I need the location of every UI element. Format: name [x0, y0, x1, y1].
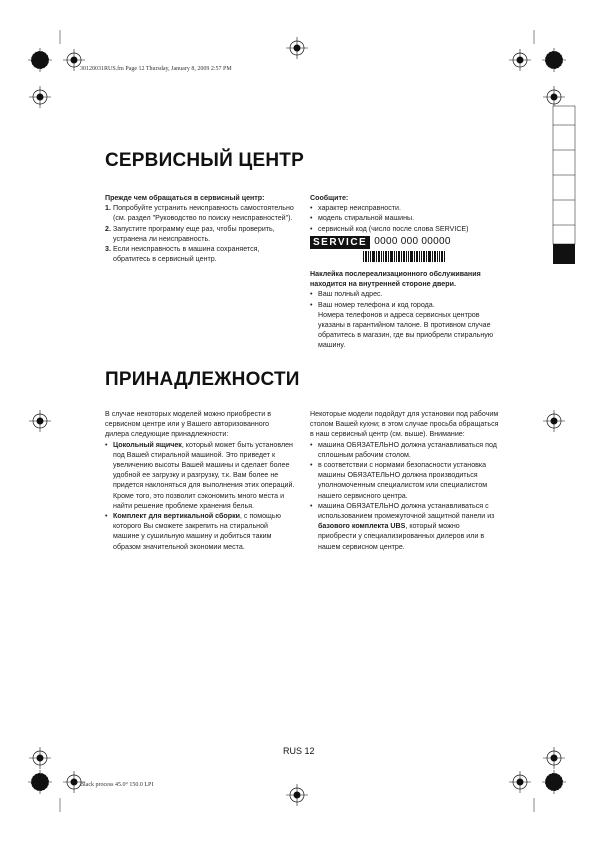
- service-sticker: [310, 236, 500, 249]
- page-number: RUS 12: [283, 746, 315, 756]
- list-item: • машина ОБЯЗАТЕЛЬНО должна устанавливаться с использованием промежуточной защитной панели из базового комплекта UBS, который можно приобрести у специализированных дилеров или в нашем сервисном центре.: [310, 501, 495, 551]
- plinth-drawer-title: Цокольный ящичек: [113, 440, 182, 449]
- list-item: • Цокольный ящичек, который может быть установлен под Вашей стиральной машиной. Это приведет к увеличению высоты Вашей машины и сделает более удобной ее загрузку и разгрузку, т.к. Вам более не придется наклоняться для выполнения этих операций. Кроме того, это позволит сэкономить много места и найти решение проблеме хранения белья.: [105, 440, 295, 510]
- list-item: • Комплект для вертикальной сборки, с помощью которого Вы сможете закрепить на стиральной машине у сушильную машину и добиться таким образом значительной экономии места.: [105, 512, 281, 551]
- service-left-column: [105, 193, 295, 264]
- accessories-left-column: [105, 409, 295, 552]
- step-text: Попробуйте устранить неисправность самостоятельно (см. раздел "Руководство по поиску неисправностей").: [113, 204, 294, 223]
- phone-note: Номера телефонов и адреса сервисных центров указаны в гарантийном талоне. В противном случае обратитесь в магазин, где вы приобрели стиральную машину.: [318, 310, 494, 350]
- print-slug-top: 30120031RUS.fm Page 12 Thursday, January 8, 2009 2:57 PM: [80, 66, 232, 72]
- list-item: • Ваш номер телефона и код города.: [310, 300, 435, 309]
- list-item: • машина ОБЯЗАТЕЛЬНО должна устанавливаться под сплошным рабочим столом.: [310, 440, 497, 459]
- section-title-service: СЕРВИСНЫЙ ЦЕНТР: [105, 150, 304, 171]
- list-item: • Ваш полный адрес.: [310, 290, 383, 299]
- stacking-kit-text: , с помощью которого Вы сможете закрепить на стиральной машине у сушильную машину и добиться таким образом значительной экономии места.: [113, 512, 281, 551]
- print-slug-bottom: Black process 45.0° 150.0 LPI: [80, 782, 154, 788]
- list-item: • характер неисправности.: [310, 204, 401, 213]
- report-heading: Сообщите:: [310, 194, 349, 202]
- step-item: [105, 224, 295, 244]
- plinth-drawer-text: , который может быть установлен под Вашей стиральной машиной. Это приведет к увеличению высоты Вашей машины и сделает более удобной ее загрузку и разгрузку, т.к. Вам более не придется наклоняться для выполнения этих операций. Кроме того, это позволит сэкономить много места и найти решение проблеме хранения белья.: [113, 440, 295, 510]
- step-text: Запустите программу еще раз, чтобы проверить, устранена ли неисправность.: [113, 224, 275, 243]
- before-contact-heading: Прежде чем обращаться в сервисный центр:: [105, 194, 265, 202]
- undercounter-intro: Некоторые модели подойдут для установки под рабочим столом Вашей кухни; в этом случае просьба обращаться в наш сервисный центр (см. выше). Внимание:: [310, 410, 499, 439]
- step-text: Если неисправность в машина сохраняется, обратитесь в сервисный центр.: [113, 245, 260, 264]
- stacking-kit-title: Комплект для вертикальной сборки: [113, 512, 240, 521]
- list-item: • модель стиральной машины.: [310, 214, 415, 223]
- step-number: 1.: [105, 204, 111, 213]
- step-number: 2.: [105, 224, 111, 233]
- barcode-graphic: [363, 251, 445, 262]
- service-right-column: [310, 193, 500, 351]
- step-item: [105, 244, 295, 264]
- sticker-location-heading: Наклейка послереализационного обслуживания находится на внутренней стороне двери.: [310, 270, 481, 289]
- step-number: 3.: [105, 245, 111, 254]
- list-item: • сервисный код (число после слова SERVICE): [310, 224, 469, 233]
- step-item: [105, 203, 295, 223]
- ubs-kit-label: базового комплекта UBS: [318, 522, 406, 531]
- list-item: • в соответствии с нормами безопасности установка машины ОБЯЗАТЕЛЬНО должна производиться уполномоченным специалистом или специалистом нашего сервисного центра.: [310, 461, 488, 500]
- section-title-accessories: ПРИНАДЛЕЖНОСТИ: [105, 369, 300, 390]
- accessories-right-column: [310, 409, 500, 552]
- accessories-intro: В случае некоторых моделей можно приобрести в сервисном центре или у Вашего авторизованного дилера следующие принадлежности:: [105, 410, 272, 439]
- service-label: SERVICE: [310, 236, 370, 249]
- service-code: 0000 000 00000: [374, 236, 451, 248]
